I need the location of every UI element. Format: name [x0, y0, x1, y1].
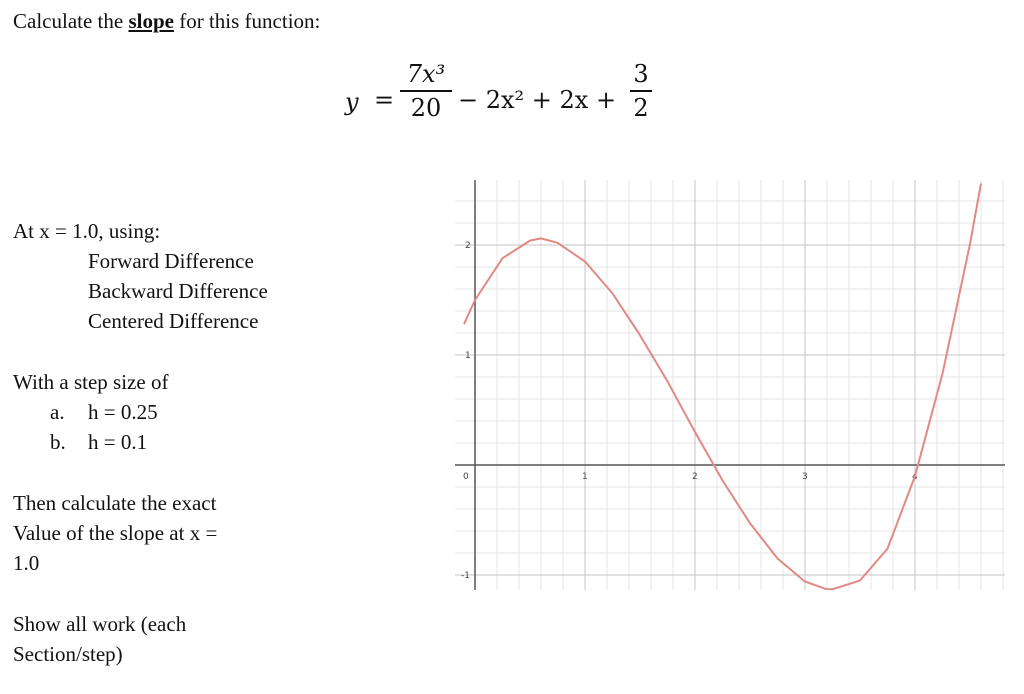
- function-graph: [455, 180, 1005, 590]
- show-work-line-1: Show all work (each: [13, 612, 187, 636]
- fraction-one: [400, 60, 452, 122]
- exact-line-2: Value of the slope at x =: [13, 521, 218, 545]
- at-x-line: At x = 1.0, using:: [13, 219, 161, 243]
- y-tick-label-1: 1: [465, 351, 471, 361]
- function-curve: [464, 183, 981, 589]
- fraction-one-bar: [400, 90, 452, 92]
- x-tick-label-3: 3: [802, 472, 808, 482]
- fraction-two: [630, 60, 652, 122]
- x-tick-label-1: 1: [582, 472, 588, 482]
- step-a-text: h = 0.25: [88, 400, 158, 424]
- x-tick-label-4: 4: [912, 472, 918, 482]
- prompt-emphasis: slope: [128, 9, 174, 33]
- step-b-text: h = 0.1: [88, 430, 148, 454]
- method-centered: Centered Difference: [88, 309, 259, 333]
- method-forward: Forward Difference: [88, 249, 254, 273]
- formula-middle: − 2x² + 2x +: [458, 86, 617, 114]
- step-a-marker: a.: [50, 400, 65, 424]
- show-work-line-2: Section/step): [13, 642, 123, 666]
- fraction-two-denominator: 2: [633, 94, 649, 122]
- formula-equals: =: [374, 86, 395, 114]
- exact-line-3: 1.0: [13, 551, 40, 575]
- step-b-marker: b.: [50, 430, 66, 454]
- function-formula: [340, 60, 670, 140]
- formula-lhs: y: [345, 88, 359, 116]
- fraction-one-denominator: 20: [410, 94, 442, 122]
- x-tick-label-2: 2: [692, 472, 698, 482]
- y-tick-label--1: -1: [461, 571, 470, 581]
- prompt-line: [13, 6, 320, 36]
- prompt-after: for this function:: [173, 9, 321, 33]
- method-backward: Backward Difference: [88, 279, 268, 303]
- fraction-two-numerator: 3: [633, 60, 649, 88]
- fraction-two-bar: [630, 90, 652, 92]
- y-tick-label-2: 2: [465, 241, 471, 251]
- exact-line-1: Then calculate the exact: [13, 491, 217, 515]
- prompt-before: Calculate the: [13, 9, 129, 33]
- x-tick-label-0: 0: [463, 472, 469, 482]
- fraction-one-numerator: 7x³: [406, 60, 446, 88]
- step-intro: With a step size of: [13, 370, 169, 394]
